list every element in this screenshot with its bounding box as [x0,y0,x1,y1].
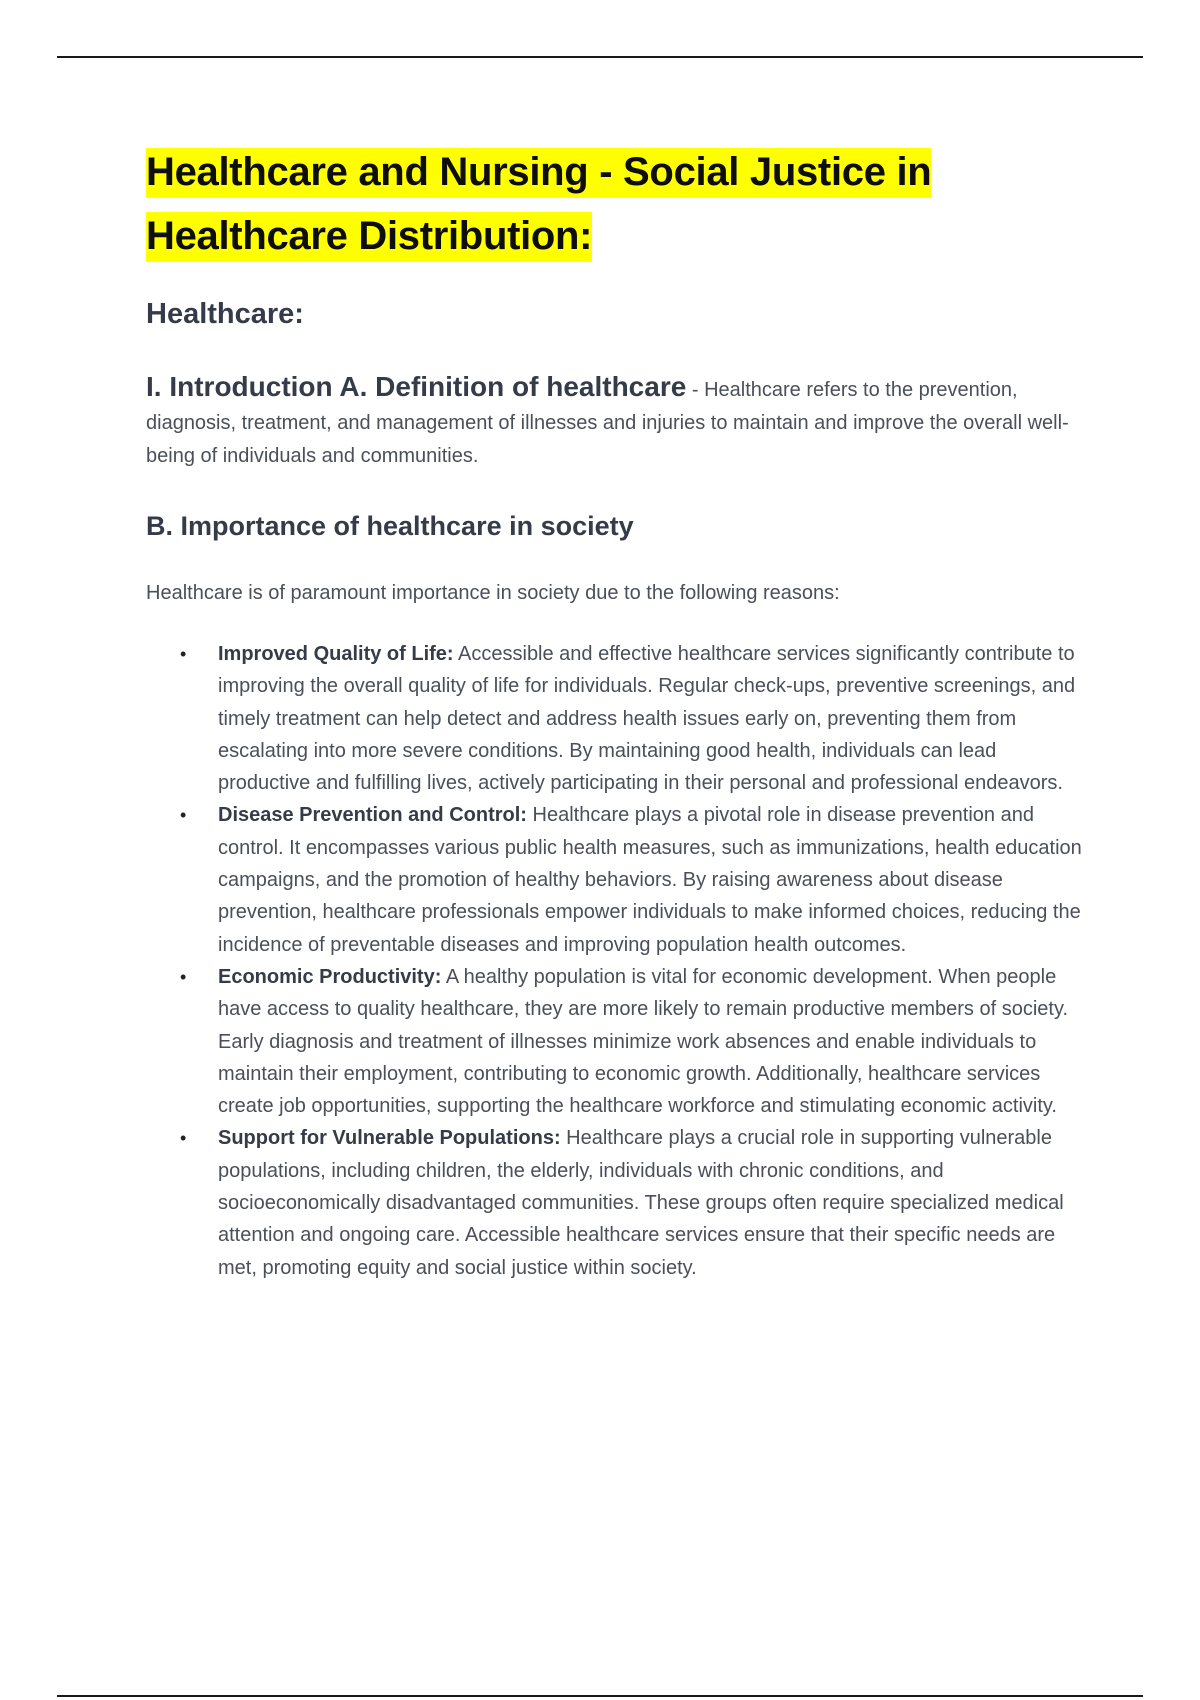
bullet-icon: • [180,644,187,664]
item-text: Healthcare plays a pivotal role in disease prevention and control. It encompasses various public health measures, such as immunizations, health education campaigns, and the promotion of healthy behaviors. By raising awareness about disease prevention, healthcare professionals empower individuals to make informed choices, reducing the incidence of preventable diseases and improving population health outcomes. [218,804,1082,956]
item-term: Improved Quality of Life: [218,643,454,665]
top-rule [57,56,1143,58]
item-text: A healthy population is vital for economic development. When people have access to quality healthcare, they are more likely to remain productive members of society. Early diagnosis and treatment of illnesses minimize work absences and enable individuals to maintain their employment, contributing to economic growth. Additionally, healthcare services create job opportunities, supporting the healthcare workforce and stimulating economic activity. [218,965,1069,1118]
list-item [180,1122,1086,1283]
list-item [180,799,1086,960]
document-body [146,140,1086,1284]
title-line-1: Healthcare and Nursing - Social Justice in [146,148,931,198]
importance-heading: B. Importance of healthcare in society [146,511,634,541]
bottom-rule [57,1695,1143,1697]
intro-paragraph [146,370,1086,473]
title-line-2: Healthcare Distribution: [146,212,592,262]
reasons-list [146,638,1086,1284]
intro-heading: I. Introduction A. Definition of healthcare [146,371,687,402]
bullet-icon: • [180,805,187,826]
document-title [146,140,1086,268]
section-heading: Healthcare: [146,298,304,330]
importance-lead: Healthcare is of paramount importance in society due to the following reasons: [146,582,840,604]
list-item [180,638,1086,799]
bullet-icon: • [180,966,187,987]
item-term: Economic Productivity: [218,965,442,988]
item-text: Healthcare plays a crucial role in supporting vulnerable populations, including children, the elderly, individuals with chronic conditions, and socioeconomically disadvantaged communities. These groups often require specialized medical attention and ongoing care. Accessible healthcare services ensure that their specific needs are met, promoting equity and social justice within society. [218,1127,1064,1279]
bullet-icon: • [180,1128,187,1149]
item-text: Accessible and effective healthcare services significantly contribute to improving the overall quality of life for individuals. Regular check-ups, preventive screenings, and timely treatment can help detect and address health issues early on, preventing them from escalating into more severe conditions. By maintaining good health, individuals can lead productive and fulfilling lives, actively participating in their personal and professional endeavors. [218,643,1076,795]
intro-text: - Healthcare refers to the prevention, diagnosis, treatment, and management of illnesses and injuries to maintain and improve the overall well-being of individuals and communities. [146,379,1069,467]
item-term: Disease Prevention and Control: [218,804,527,827]
item-term: Support for Vulnerable Populations: [218,1127,561,1150]
list-item [180,961,1086,1122]
